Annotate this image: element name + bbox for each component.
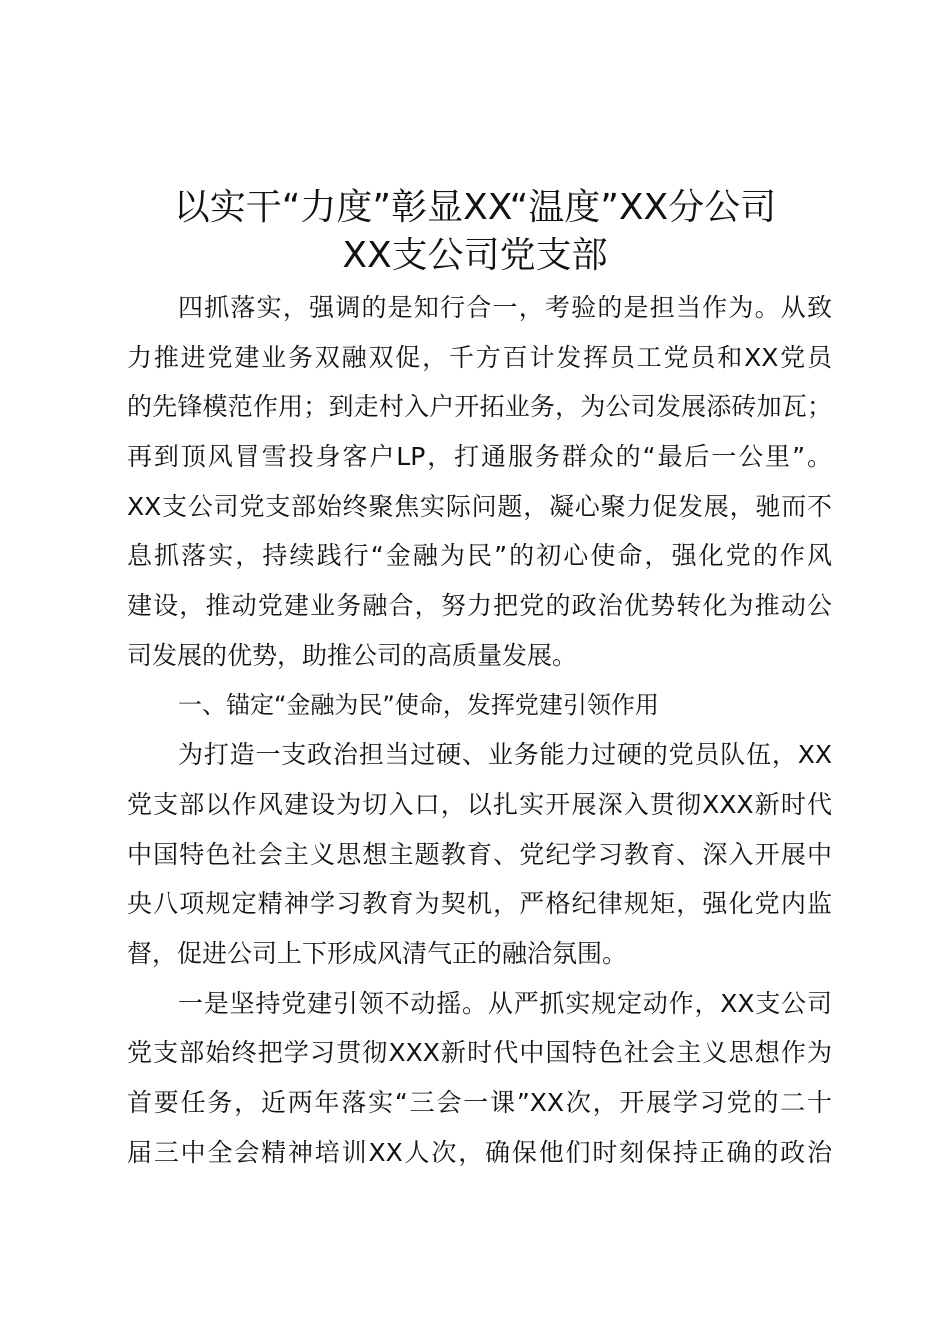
body-line: XX支公司党支部始终聚焦实际问题，凝心聚力促发展，驰而不 [127,491,832,521]
body-line: 届三中全会精神培训XX人次，确保他们时刻保持正确的政治 [127,1137,832,1167]
body-line: 一是坚持党建引领不动摇。从严抓实规定动作，XX支公司 [178,988,832,1018]
document-title-line-1: 以实干“力度”彰显XX“温度”XX分公司 [173,187,777,228]
body-line: 建设，推动党建业务融合，努力把党的政治优势转化为推动公 [127,591,832,621]
body-line: 的先锋模范作用；到走村入户开拓业务，为公司发展添砖加瓦； [127,392,832,422]
body-line: 再到顶风冒雪投身客户LP，打通服务群众的“最后一公里”。 [127,442,832,472]
section-heading: 一、锚定“金融为民”使命，发挥党建引领作用 [178,690,659,719]
body-line: 党支部始终把学习贯彻XXX新时代中国特色社会主义思想作为 [127,1038,832,1068]
body-line: 力推进党建业务双融双促，千方百计发挥员工党员和XX党员 [127,342,832,372]
body-line: 为打造一支政治担当过硬、业务能力过硬的党员队伍，XX [178,740,832,770]
body-line: 中国特色社会主义思想主题教育、党纪学习教育、深入开展中 [127,839,832,869]
body-line: 四抓落实，强调的是知行合一，考验的是担当作为。从致 [178,293,832,322]
body-line: 首要任务，近两年落实“三会一课”XX次，开展学习党的二十 [127,1088,832,1117]
body-line: 央八项规定精神学习教育为契机，严格纪律规矩，强化党内监 [127,889,832,919]
body-line: 督，促进公司上下形成风清气正的融洽氛围。 [127,938,628,968]
body-line: 息抓落实，持续践行“金融为民”的初心使命，强化党的作风 [127,541,832,571]
document-body [127,283,832,1177]
document-title-line-2: XX支公司党支部 [342,235,608,276]
body-line: 党支部以作风建设为切入口，以扎实开展深入贯彻XXX新时代 [127,789,832,819]
body-line: 司发展的优势，助推公司的高质量发展。 [127,640,578,670]
